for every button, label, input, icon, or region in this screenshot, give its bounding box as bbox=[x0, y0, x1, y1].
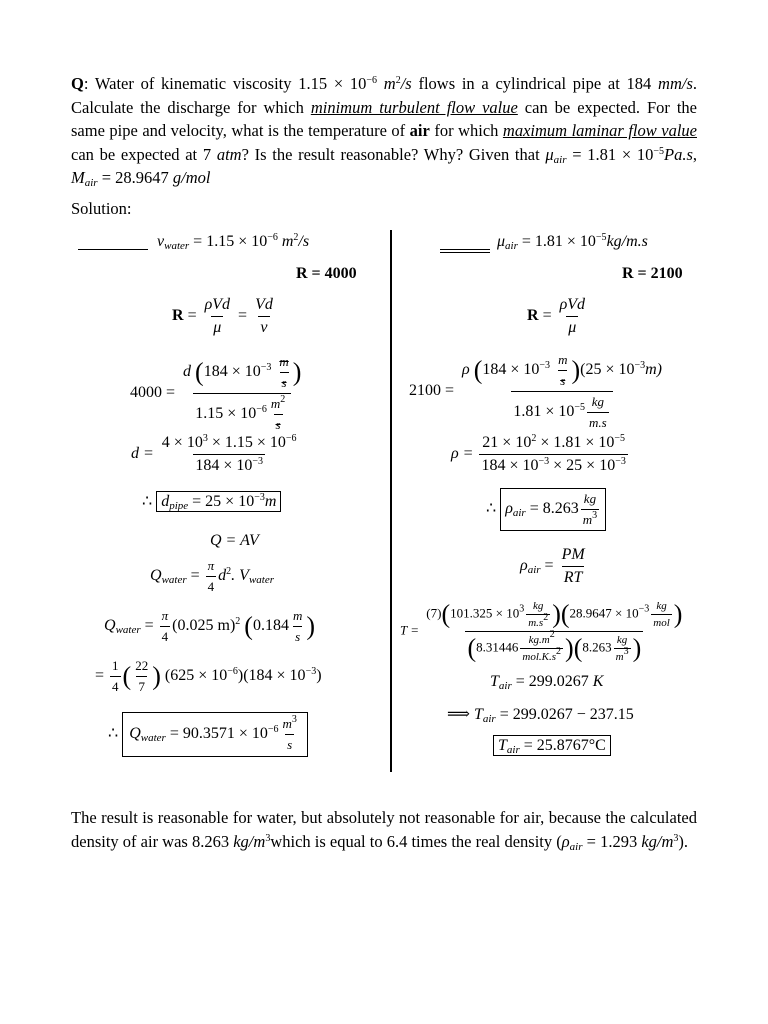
temperature-conversion: ⟹ $T_{air} = 299.0267 - 237.15$ bbox=[447, 706, 634, 725]
dynamic-viscosity-line: $\mu_{air} = 1.81 \times 10^{-5}kg/m.s$ bbox=[497, 232, 648, 252]
question-text: . Calculate the discharge for which bbox=[71, 74, 697, 117]
temperature-kelvin: $T_{air} = 299.0267$ K bbox=[490, 673, 604, 692]
question-paragraph bbox=[71, 72, 697, 190]
diameter-formula: d = $\frac{4 \times 10^3 \times 1.15 \times 10^{-6}}{184 \times 10^{-3}}$ bbox=[131, 433, 297, 474]
conclusion-paragraph: The result is reasonable for water, but absolutely not reasonable for air, because the calculated density of air was 8.263 $kg/m^3which$ is equal to 6.4 times the real density ($\rho_{air} = 1.293$ $kg/m^3$). bbox=[71, 808, 697, 853]
question-text: ? Is the result reasonable? Why? Given that bbox=[241, 144, 546, 164]
exponent: −6 bbox=[366, 75, 378, 86]
symbol: μ bbox=[545, 144, 554, 164]
reynolds-value-left: R = 4000 bbox=[296, 265, 357, 282]
subscript: air bbox=[553, 153, 567, 166]
diameter-substitution: 4000 = d ($184 \times 10^{-3}$ $\frac{m}{s}$ ) $1.15 \times 10^{-6}$ $\frac{m^2}{s}$ bbox=[130, 354, 302, 432]
column-divider bbox=[390, 230, 392, 772]
unit: Pa.s bbox=[664, 144, 693, 164]
question-text: for which bbox=[429, 121, 503, 140]
temperature-result: $T_{air} = 25.8767^\circ C$ bbox=[493, 737, 611, 755]
question-text: can be expected. For the same pipe and velocity, what is the temperature of bbox=[71, 97, 697, 140]
reynolds-formula-left: R = $\frac{\text{ρVd}}{\mu}$ = $\frac{Vd}{\nu}$ bbox=[172, 296, 273, 336]
q-equals-av: Q = AV bbox=[210, 532, 259, 549]
density-substitution: 2100 = ρ ($184 \times 10^{-3}$ $\frac{m}{s}$ )$(25 \times 10^{-3}m)$ $1.81 \times 10^{-5}$ $\frac{kg}{m.s}$ bbox=[409, 352, 663, 430]
question-text: flows in a cylindrical pipe at 184 bbox=[411, 74, 659, 93]
blank-line bbox=[78, 249, 148, 250]
underlined-phrase: minimum turbulent flow value bbox=[310, 97, 518, 117]
ideal-gas-density: $\rho_{air}$ = $\frac{PM}{RT}$ bbox=[520, 546, 585, 586]
unit: /s bbox=[400, 74, 412, 93]
reynolds-formula-right: R = $\frac{\text{ρVd}}{\mu}$ bbox=[527, 296, 586, 336]
question-label: Q bbox=[71, 74, 84, 93]
temperature-substitution: T = $(7)(101.325 \times 10^3$ $\frac{kg}{m.s^2}$ )($28.9647 \times 10^{-3}$ $\frac{kg}{\text{mol}}$ ) (8.31446 $\frac{kg.m^2}{mol.K.s^2}$ )(8.263 $\frac{kg}{m^3}$ ) bbox=[400, 599, 683, 663]
exponent: −5 bbox=[653, 145, 664, 157]
question-text: can be expected at 7 bbox=[71, 144, 217, 164]
question-text: : Water of kinematic viscosity 1.15 × 10 bbox=[83, 74, 367, 93]
discharge-numeric: = $\frac{1}{4}$ ( $\frac{22}{7}$ ) $(625 \times 10^{-6})(184 \times 10^{-3})$ bbox=[95, 658, 322, 694]
subscript: air bbox=[84, 177, 98, 189]
bold-word: air bbox=[409, 121, 430, 140]
reynolds-value-right: R = 2100 bbox=[622, 265, 683, 282]
question-text: = 28.9647 bbox=[97, 168, 173, 187]
discharge-result: ∴ $Q_{water} = 90.3571 \times 10^{-6}$ $\frac{m^3}{s}$ bbox=[108, 712, 308, 757]
unit: atm bbox=[216, 144, 242, 164]
discharge-formula: $Q_{water}$ = $\frac{\pi}{4}$ $d^2$. $V_{water}$ bbox=[150, 558, 275, 594]
question-text: , bbox=[692, 144, 697, 164]
discharge-substitution: $Q_{water}$ = $\frac{\pi}{4}$ (0.025 m)$^2$ (0.184 $\frac{m}{s}$ ) bbox=[104, 608, 316, 644]
air-density-result: ∴ $\rho_{air} = 8.263$ $\frac{kg}{m^3}$ bbox=[486, 488, 606, 531]
unit: mm/s bbox=[658, 74, 693, 93]
pipe-diameter-result: ∴ $d_{pipe} = 25 \times 10^{-3}m$ bbox=[142, 491, 281, 511]
unit: m bbox=[377, 74, 396, 93]
solution-label: Solution: bbox=[71, 199, 132, 218]
symbol: M bbox=[71, 168, 85, 187]
question-text: = 1.81 × 10 bbox=[566, 144, 654, 164]
blank-line bbox=[440, 249, 490, 250]
underlined-phrase: maximum laminar flow value bbox=[502, 121, 697, 140]
exponent: 2 bbox=[395, 75, 401, 86]
unit: g/mol bbox=[172, 168, 211, 187]
density-formula: ρ = $\frac{21 \times 10^2 \times 1.81 \times 10^{-5}}{184 \times 10^{-3} \times 25 \times 10^{-3}}$ bbox=[451, 433, 626, 474]
blank-line bbox=[440, 252, 490, 253]
kinematic-viscosity-line: $\nu_{water} = 1.15 \times 10^{-6}$ $m^2/s$ bbox=[157, 232, 310, 252]
